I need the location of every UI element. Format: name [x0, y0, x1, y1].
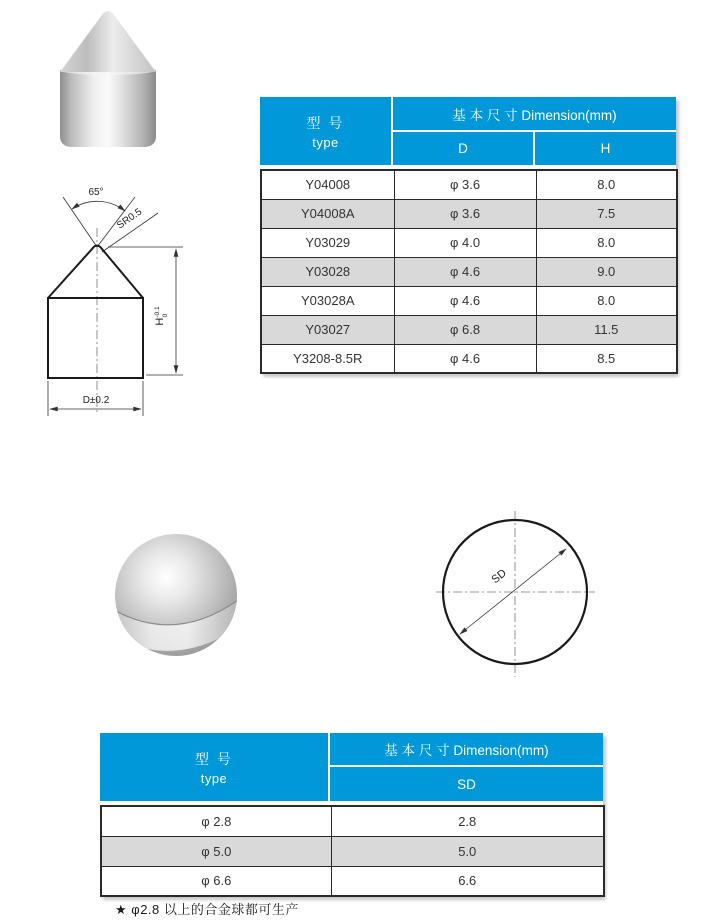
cell-h: 8.0	[536, 228, 677, 257]
ball-technical-drawing	[430, 507, 600, 679]
height-label: $H^{-0.1}0$	[154, 306, 169, 326]
cell-h: 9.0	[536, 257, 677, 286]
table-row	[261, 315, 677, 344]
cell-sd: 5.0	[331, 836, 604, 866]
sd-dimension-line	[460, 549, 566, 634]
table-row	[261, 344, 677, 373]
cell-type: φ 5.0	[101, 836, 331, 866]
cell-type: Y04008	[261, 170, 394, 199]
angle-label: 65°	[88, 187, 104, 198]
table-row	[101, 806, 604, 836]
ball-dimensions-table	[100, 733, 603, 897]
table-row	[101, 866, 604, 896]
header-col-d: D	[393, 132, 535, 165]
cone-technical-drawing	[30, 182, 220, 424]
cell-type: φ 6.6	[101, 866, 331, 896]
table-row	[261, 286, 677, 315]
cell-h: 7.5	[536, 199, 677, 228]
cell-type: Y3208-8.5R	[261, 344, 394, 373]
table-row	[261, 257, 677, 286]
cell-type: Y03029	[261, 228, 394, 257]
cell-h: 8.0	[536, 286, 677, 315]
cell-d: φ 4.6	[394, 344, 536, 373]
header-col-sd: SD	[457, 776, 476, 792]
cone-button-photo	[55, 8, 161, 149]
cell-d: φ 4.6	[394, 286, 536, 315]
cell-h: 11.5	[536, 315, 677, 344]
table-row	[261, 228, 677, 257]
cell-d: φ 3.6	[394, 199, 536, 228]
cell-d: φ 3.6	[394, 170, 536, 199]
cone-photo-tip	[60, 11, 156, 72]
cell-type: Y03028A	[261, 286, 394, 315]
diameter-label: D±0.2	[82, 395, 110, 406]
header-type	[100, 733, 330, 801]
cell-sd: 6.6	[331, 866, 604, 896]
header-type-en: type	[200, 770, 228, 786]
header-type-cn: 型 号	[306, 114, 345, 131]
cone-photo-cylinder	[60, 70, 156, 147]
cell-d: φ 4.6	[394, 257, 536, 286]
cone-dimensions-table	[260, 97, 676, 374]
cell-type: Y03027	[261, 315, 394, 344]
radius-label: SR0.5	[115, 206, 145, 232]
cell-h: 8.5	[536, 344, 677, 373]
cell-sd: 2.8	[331, 806, 604, 836]
cone-outline	[48, 246, 143, 299]
angle-arc	[72, 201, 125, 211]
cell-type: φ 2.8	[101, 806, 331, 836]
body-outline	[48, 298, 143, 378]
table-row	[101, 836, 604, 866]
header-type	[260, 97, 393, 165]
cell-type: Y03028	[261, 257, 394, 286]
header-dimension: 基 本 尺 寸 Dimension(mm)	[330, 733, 603, 767]
cell-d: φ 6.8	[394, 315, 536, 344]
header-type-cn: 型 号	[195, 750, 233, 767]
table-row	[261, 199, 677, 228]
sd-label: SD	[489, 567, 509, 587]
header-type-en: type	[312, 134, 339, 150]
cell-type: Y04008A	[261, 199, 394, 228]
cone-table-body	[260, 169, 678, 374]
cell-h: 8.0	[536, 170, 677, 199]
cone-table-header	[260, 97, 676, 165]
ball-table-header	[100, 733, 603, 801]
ball-photo	[112, 532, 244, 660]
header-dimension: 基 本 尺 寸 Dimension(mm)	[393, 97, 676, 132]
table-row	[261, 170, 677, 199]
ball-table-body	[100, 805, 605, 897]
header-col-h: H	[600, 141, 611, 156]
cell-d: φ 4.0	[394, 228, 536, 257]
production-note: ★ φ2.8 以上的合金球都可生产	[115, 902, 299, 917]
